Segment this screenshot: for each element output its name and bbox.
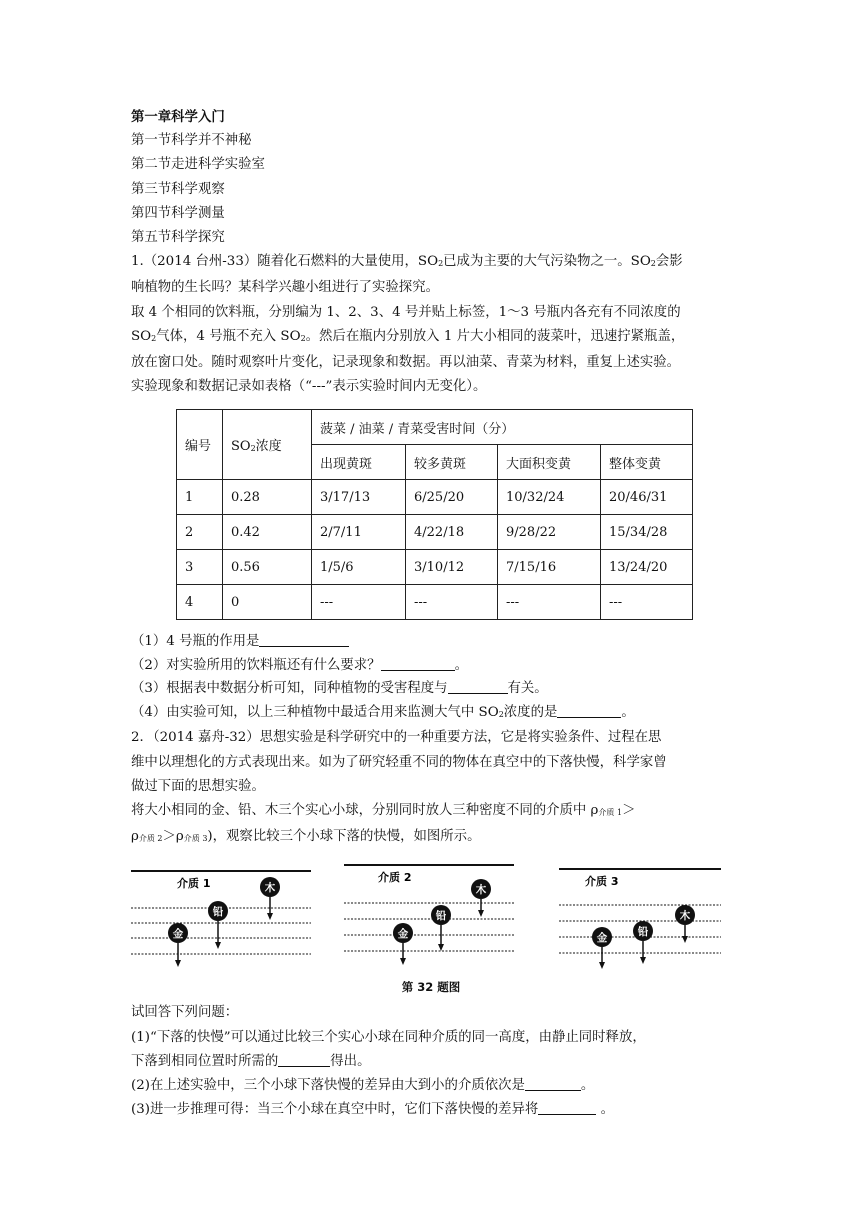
- table-cell: 0: [223, 585, 312, 620]
- table-cell: 15/34/28: [601, 515, 693, 550]
- q1-intro-line1: 1.（2014 台州-33）随着化石燃料的大量使用，$SO_2$已成为主要的大气污染物之一。$SO_2$会影: [131, 254, 683, 270]
- table-cell: ---: [312, 585, 406, 620]
- q2-intro-line1: 2．（2014 嘉舟-32）思想实验是科学研究中的一种重要方法，它是将实验条件、过程在思: [131, 730, 662, 746]
- figure-caption: 第 32 题图: [401, 980, 461, 995]
- q2-sub-question-3: (3)进一步推理可得：当三个小球在真空中时，它们下落快慢的差异将 。: [131, 1102, 614, 1118]
- section-5: 第五节科学探究: [131, 230, 225, 246]
- table-cell: 2: [177, 515, 223, 550]
- q2-sub-question-1-line2: 下落到相同位置时所需的 得出。: [131, 1053, 371, 1069]
- q1-sub-questions: [131, 630, 731, 726]
- q1-step-line3: 放在窗口处。随时观察叶片变化，记录现象和数据。再以油菜、青菜为材料，重复上述实验。: [131, 355, 681, 371]
- falling-balls-figure: [131, 859, 731, 997]
- svg-text:金: 金: [172, 928, 184, 941]
- section-4: 第四节科学测量: [131, 205, 225, 221]
- q2-sub-question-2: (2)在上述实验中，三个小球下落快慢的差异由大到小的介质依次是 。: [131, 1078, 595, 1094]
- table-cell: ---: [498, 585, 601, 620]
- q2-prompt: 试回答下列问题：: [131, 1005, 239, 1021]
- document-page: [131, 105, 731, 1122]
- table-subheader: 出现黄斑: [312, 445, 406, 480]
- table-cell: 0.42: [223, 515, 312, 550]
- section-2: 第二节走进科学实验室: [131, 157, 265, 173]
- figure-svg: [131, 859, 731, 977]
- q1-sub-question-3: （3）根据表中数据分析可知，同种植物的受害程度与 有关。: [131, 681, 548, 697]
- q1-step-line4: 实验现象和数据记录如表格（“---”表示实验时间内无变化）。: [131, 379, 487, 395]
- svg-text:铅: 铅: [212, 906, 224, 919]
- table-cell: 20/46/31: [601, 480, 693, 515]
- table-cell: 1: [177, 480, 223, 515]
- svg-text:铅: 铅: [637, 926, 649, 939]
- answer-blank[interactable]: [381, 656, 455, 671]
- panel-label-1: 介质 1: [177, 877, 211, 891]
- table-cell: 0.28: [223, 480, 312, 515]
- answer-blank[interactable]: [259, 632, 349, 647]
- question-2: [131, 726, 731, 1122]
- svg-text:铅: 铅: [435, 910, 447, 923]
- q2-setup-line2: $\rho_{介质 2}>\rho_{介质 3}$)，观察比较三个小球下落的快慢，如图所示。: [131, 829, 481, 845]
- panel-label-2: 介质 2: [378, 871, 412, 885]
- section-3: 第三节科学观察: [131, 181, 225, 197]
- q1-sub-question-2: （2）对实验所用的饮料瓶还有什么要求？ 。: [131, 657, 468, 673]
- table-row: [177, 515, 693, 550]
- q2-intro-line3: 做过下面的思想实验。: [131, 778, 265, 794]
- q1-step-line1: 取 4 个相同的饮料瓶，分别编为 1、2、3、4 号并贴上标签，1～3 号瓶内各充有不同浓度的: [131, 304, 681, 320]
- table-cell: 9/28/22: [498, 515, 601, 550]
- q2-setup-line1: 将大小相同的金、铅、木三个实心小球，分别同时放人三种密度不同的介质中 $\rho_{介质 1}>$: [131, 803, 636, 819]
- table-row: [177, 550, 693, 585]
- section-1: 第一节科学并不神秘: [131, 133, 252, 149]
- table-header-id: 编号: [177, 410, 223, 480]
- medium-panel-3: [559, 869, 721, 969]
- medium-panel-1: [131, 871, 311, 967]
- svg-text:金: 金: [596, 932, 608, 945]
- experiment-table: [176, 409, 693, 620]
- answer-blank[interactable]: [278, 1052, 330, 1067]
- answer-blank[interactable]: [538, 1100, 596, 1115]
- table-cell: 13/24/20: [601, 550, 693, 585]
- table-cell: 1/5/6: [312, 550, 406, 585]
- table-subheader: 较多黄斑: [406, 445, 498, 480]
- svg-text:金: 金: [397, 928, 409, 941]
- svg-text:木: 木: [264, 882, 276, 895]
- table-cell: 10/32/24: [498, 480, 601, 515]
- q2-intro-line2: 维中以理想化的方式表现出来。如为了研究轻重不同的物体在真空中的下落快慢，科学家曾: [131, 754, 667, 770]
- medium-panel-2: [344, 865, 514, 965]
- table-cell: ---: [601, 585, 693, 620]
- answer-blank[interactable]: [557, 703, 621, 718]
- table-cell: 3: [177, 550, 223, 585]
- table-cell: 0.56: [223, 550, 312, 585]
- table-cell: 3/17/13: [312, 480, 406, 515]
- answer-blank[interactable]: [525, 1076, 581, 1091]
- panel-label-3: 介质 3: [585, 875, 619, 889]
- table-subheader: 大面积变黄: [498, 445, 601, 480]
- table-header-concentration: $SO_2$浓度: [223, 410, 312, 480]
- svg-text:木: 木: [475, 884, 487, 897]
- question-1: [131, 250, 731, 726]
- table-header-group: 菠菜 / 油菜 / 青菜受害时间（分）: [312, 410, 693, 445]
- svg-text:木: 木: [679, 910, 691, 923]
- table-row: [177, 480, 693, 515]
- table-cell: 7/15/16: [498, 550, 601, 585]
- table-row: [177, 585, 693, 620]
- q2-sub-question-1-line1: (1)“下落的快慢”可以通过比较三个实心小球在同种介质的同一高度，由静止同时释放，: [131, 1029, 646, 1045]
- table-cell: 6/25/20: [406, 480, 498, 515]
- table-cell: 2/7/11: [312, 515, 406, 550]
- q1-step-line2: $SO_2$气体，4 号瓶不充入 $SO_2$。然后在瓶内分别放入 1 片大小相同的菠菜叶，迅速拧紧瓶盖，: [131, 328, 685, 344]
- chapter-title: 第一章科学入门: [131, 109, 225, 125]
- table-cell: 4: [177, 585, 223, 620]
- table-cell: ---: [406, 585, 498, 620]
- q1-sub-question-1: （1）4 号瓶的作用是: [131, 630, 731, 654]
- answer-blank[interactable]: [448, 679, 508, 694]
- table-cell: 3/10/12: [406, 550, 498, 585]
- table-subheader: 整体变黄: [601, 445, 693, 480]
- q1-sub-question-4: （4）由实验可知，以上三种植物中最适合用来监测大气中 $SO_2$浓度的是 。: [131, 704, 635, 720]
- q1-intro-line2: 响植物的生长吗？某科学兴趣小组进行了实验探究。: [131, 280, 439, 296]
- table-cell: 4/22/18: [406, 515, 498, 550]
